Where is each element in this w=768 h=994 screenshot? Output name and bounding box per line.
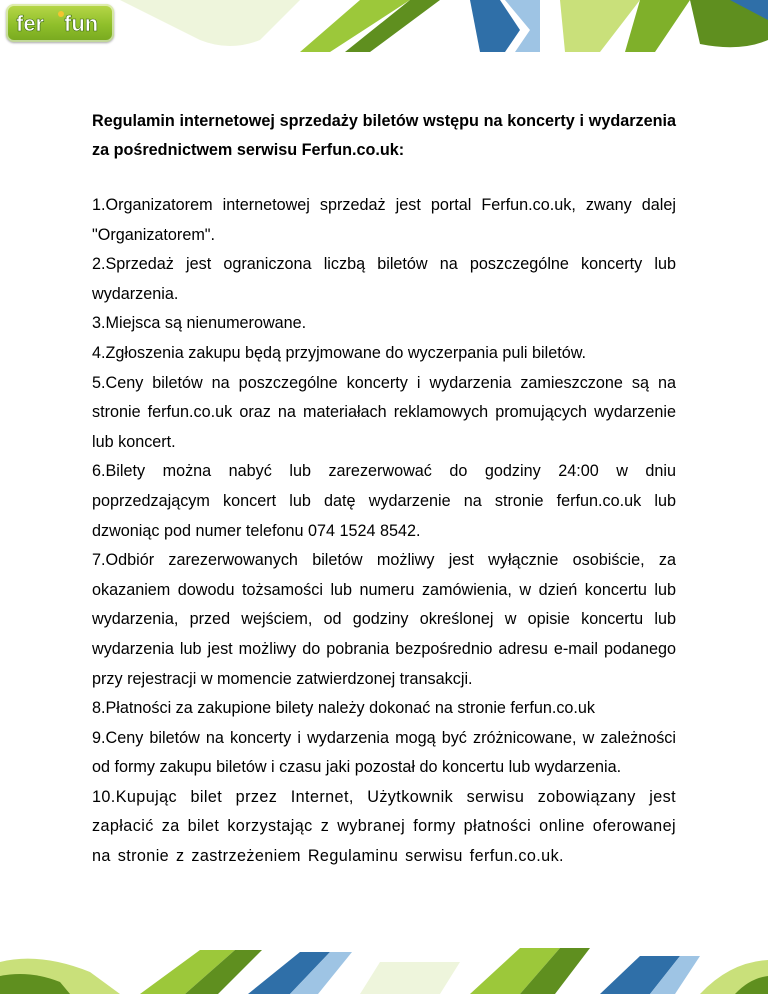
rule-item: 3.Miejsca są nienumerowane.: [92, 314, 307, 333]
header-swoosh-graphic: [0, 0, 768, 52]
rule-item: 9.Ceny biletów na koncerty i wydarzenia mogą być zróżnicowane, w zależności od formy zakupu biletów i czasu jaki pozostał do koncertu lub wydarzenia.: [92, 728, 676, 777]
rule-item: 6.Bilety można nabyć lub zarezerwować do godziny 24:00 w dniu poprzedzającym koncert lub datę wydarzenie na stronie ferfun.co.uk lub dzwoniąc pod numer telefonu 074 1524 8542.: [92, 462, 676, 540]
rule-item: 7.Odbiór zarezerwowanych biletów możliwy jest wyłącznie osobiście, za okazaniem dowodu tożsamości lub numeru zamówienia, w dzień koncertu lub wydarzenia, przed wejściem, od godziny określonej w opisie koncertu lub wydarzenia lub jest możliwy do pobrania bezpośrednio adresu e-mail podanego przy rejestracji w momencie zatwierdzonej transakcji.: [92, 551, 676, 688]
rule-item: 5.Ceny biletów na poszczególne koncerty i wydarzenia zamieszczone są na stronie ferfun.co.uk oraz na materiałach reklamowych promujących wydarzenie lub koncert.: [92, 373, 676, 451]
ferfun-logo-graphic: [6, 4, 114, 42]
header-decorative-band: [0, 0, 768, 52]
rule-item: 8.Płatności za zakupione bilety należy dokonać na stronie ferfun.co.uk: [92, 699, 596, 718]
footer-decorative-band: [0, 942, 768, 994]
document-title: Regulamin internetowej sprzedaży biletów wstępu na koncerty i wydarzenia za pośrednictwem serwisu Ferfun.co.uk:: [92, 112, 676, 159]
rule-item: 10.Kupując bilet przez Internet, Użytkownik serwisu zobowiązany jest zapłacić za bilet korzystając z wybranej formy płatności online oferowanej na stronie z zastrzeżeniem Regulaminu serwisu ferfun.co.uk.: [92, 787, 676, 866]
logo-text-fer: fer: [16, 11, 45, 36]
footer-swoosh-graphic: [0, 942, 768, 994]
document-content: [92, 107, 676, 872]
rule-item: 2.Sprzedaż jest ograniczona liczbą biletów na poszczególne koncerty lub wydarzenia.: [92, 255, 676, 303]
logo-text-fun: fun: [64, 11, 99, 36]
ferfun-logo: [6, 4, 114, 42]
rule-item: 1.Organizatorem internetowej sprzedaż jest portal Ferfun.co.uk, zwany dalej "Organizatorem".: [92, 196, 676, 244]
rules-list: [92, 191, 676, 872]
rule-item: 4.Zgłoszenia zakupu będą przyjmowane do wyczerpania puli biletów.: [92, 343, 587, 362]
